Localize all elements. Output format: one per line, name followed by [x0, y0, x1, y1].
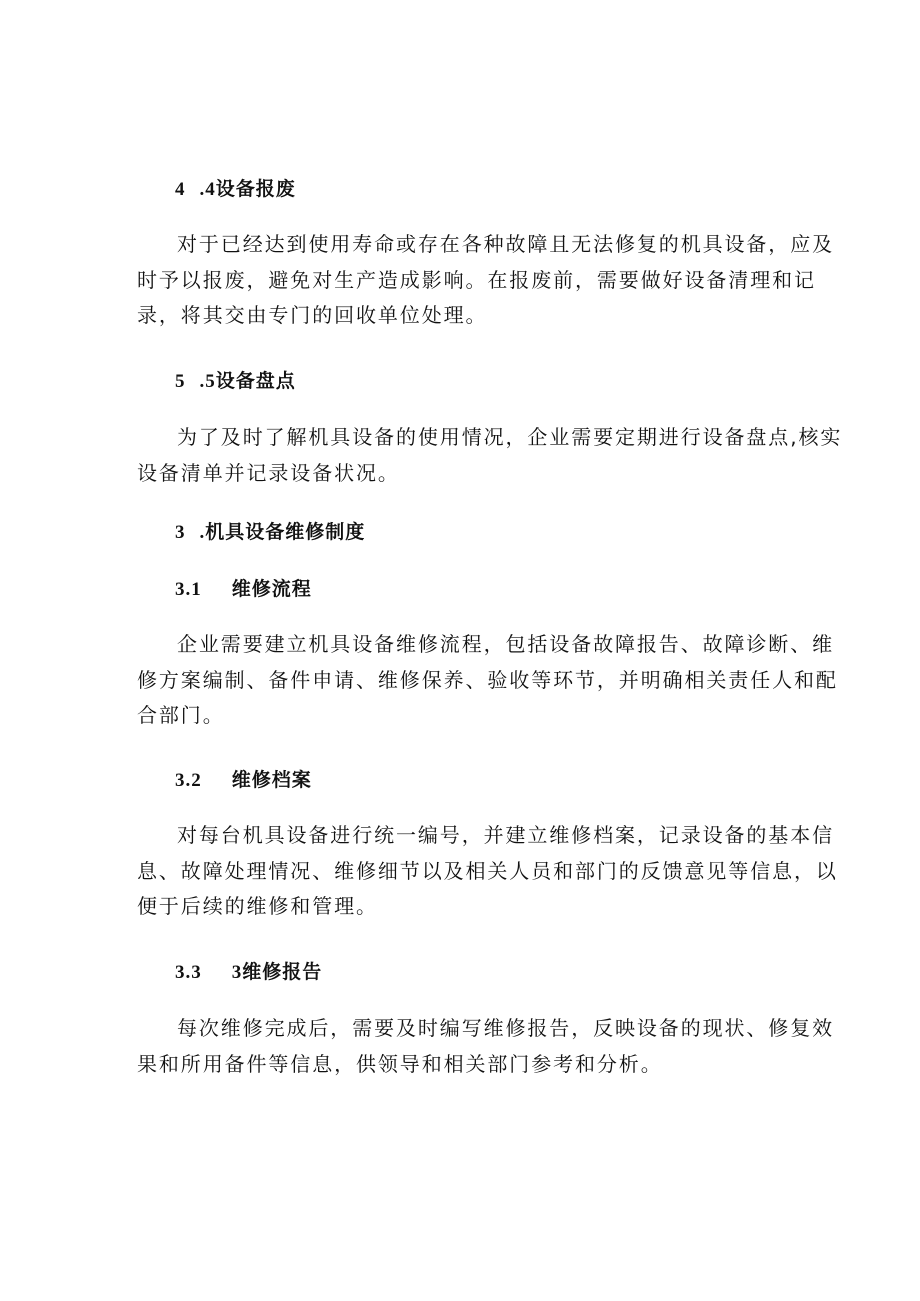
- heading-title: 维修流程: [231, 578, 312, 600]
- paragraph-line: 时予以报废，避免对生产造成影响。在报废前，需要做好设备清理和记: [137, 267, 816, 292]
- section-heading-4-4: [175, 177, 296, 202]
- section-heading-3-3: [175, 960, 322, 985]
- heading-title: 维修档案: [231, 769, 312, 791]
- section-heading-5-5: [175, 369, 296, 394]
- heading-title: 维修报告: [242, 961, 323, 983]
- paragraph-line: 修方案编制、备件申请、维修保养、验收等环节，并明确相关责任人和配: [137, 667, 838, 692]
- section-heading-3-2: [175, 768, 312, 793]
- heading-number: 3: [175, 522, 186, 543]
- paragraph-line: 为了及时了解机具设备的使用情况，企业需要定期进行设备盘点,核实: [177, 425, 843, 449]
- paragraph-repair-report: [137, 1011, 834, 1082]
- paragraph-line: 录，将其交由专门的回收单位处理。: [137, 303, 488, 327]
- paragraph-line: 果和所用备件等信息，供领导和相关部门参考和分析。: [137, 1051, 663, 1076]
- paragraph-line: 对每台机具设备进行统一编号，并建立维修档案，记录设备的基本信: [177, 823, 834, 847]
- paragraph-line: 每次维修完成后，需要及时编写维修报告，反映设备的现状、修复效: [177, 1016, 834, 1040]
- paragraph-line: 对于已经达到使用寿命或存在各种故障且无法修复的机具设备，应及: [177, 232, 834, 256]
- heading-number: 3.2: [175, 770, 202, 791]
- heading-subnumber: .4: [199, 179, 216, 200]
- heading-subnumber: 3: [231, 962, 243, 983]
- paragraph-line: 便于后续的维修和管理。: [137, 894, 378, 918]
- section-heading-3: [175, 520, 365, 545]
- heading-subnumber: .: [199, 522, 206, 543]
- paragraph-repair-process: [137, 627, 838, 734]
- paragraph-line: 合部门。: [137, 703, 225, 727]
- heading-title: 设备盘点: [215, 370, 296, 392]
- heading-subnumber: .5: [199, 371, 216, 392]
- heading-number: 4: [175, 179, 186, 200]
- heading-title: 设备报废: [215, 178, 296, 200]
- paragraph-equipment-inventory: [137, 420, 843, 491]
- paragraph-line: 设备清单并记录设备状况。: [137, 460, 400, 485]
- paragraph-repair-records: [137, 818, 838, 925]
- paragraph-line: 企业需要建立机具设备维修流程，包括设备故障报告、故障诊断、维: [177, 632, 834, 656]
- heading-number: 3.1: [175, 579, 202, 600]
- heading-number: 3.3: [175, 962, 202, 983]
- paragraph-equipment-scrapping: [137, 227, 834, 334]
- section-heading-3-1: [175, 577, 312, 602]
- heading-title: 机具设备维修制度: [205, 521, 366, 543]
- heading-number: 5: [175, 371, 186, 392]
- paragraph-line: 息、故障处理情况、维修细节以及相关人员和部门的反馈意见等信息，以: [137, 858, 838, 883]
